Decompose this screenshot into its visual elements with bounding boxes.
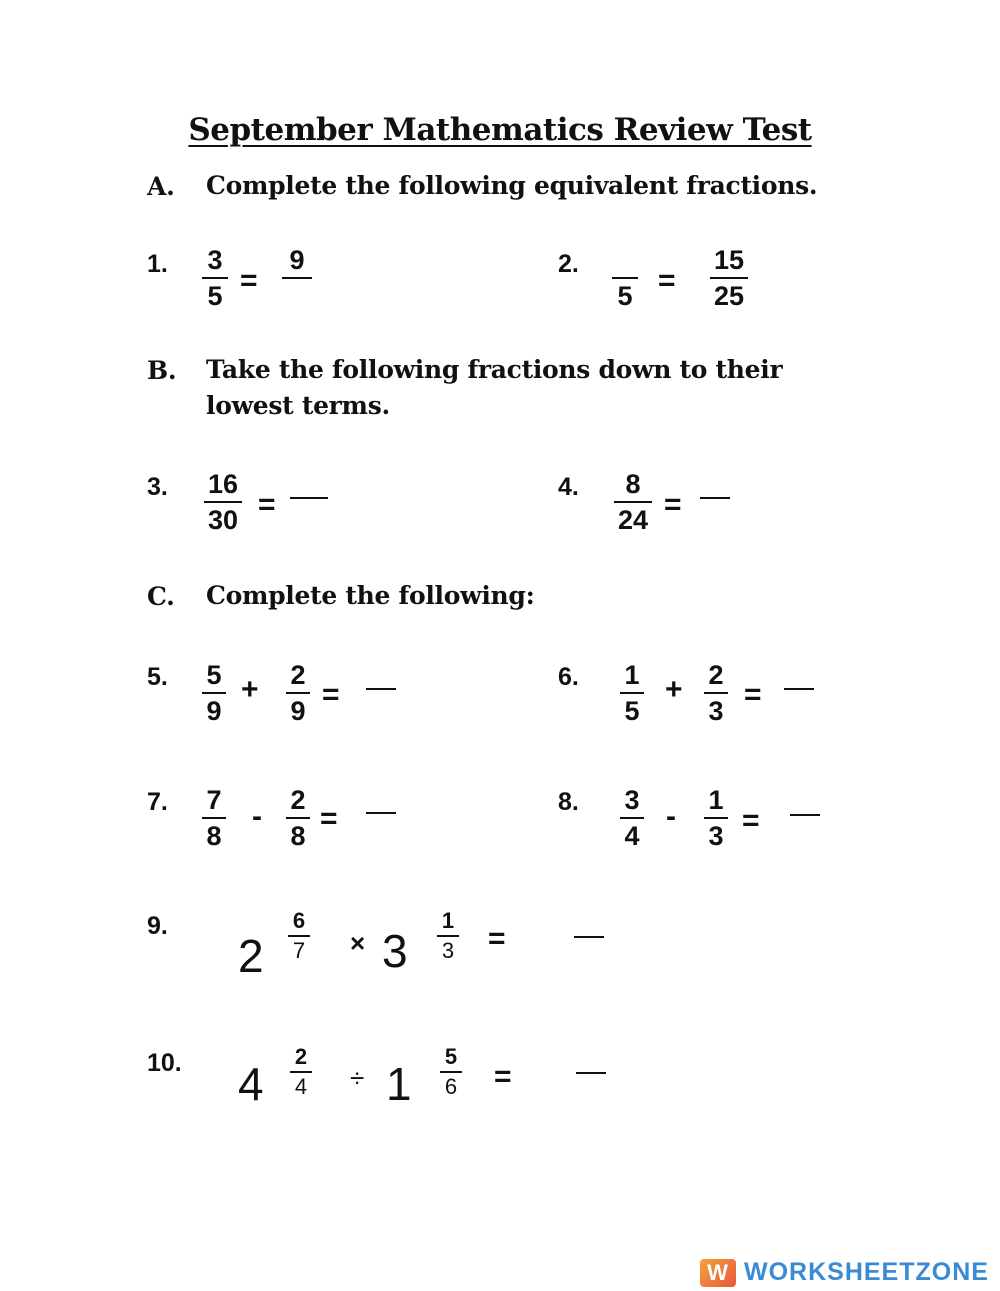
problem-10-equals: =: [494, 1060, 512, 1093]
problem-5-equals: =: [322, 678, 340, 711]
problem-10-fraction-a: 2 4: [290, 1046, 312, 1098]
problem-6-answer-blank[interactable]: [784, 688, 814, 690]
worksheet-title: September Mathematics Review Test: [188, 112, 812, 148]
problem-7-answer-blank[interactable]: [366, 812, 396, 814]
problem-6-equals: =: [744, 678, 762, 711]
problem-5-plus: +: [241, 673, 259, 706]
problem-9-fraction-b: 1 3: [437, 910, 459, 962]
problem-1-equals: =: [240, 264, 258, 297]
problem-6-plus: +: [665, 673, 683, 706]
problem-3-answer-blank[interactable]: [290, 497, 328, 499]
problem-9-fraction-a: 6 7: [288, 910, 310, 962]
section-c-letter: C.: [147, 582, 175, 611]
problem-6-fraction-a: 1 5: [620, 662, 644, 725]
problem-2-fraction-a[interactable]: 5: [612, 247, 638, 310]
section-b-instruction: Take the following fractions down to their lowest terms.: [206, 355, 783, 420]
section-a-letter: A.: [147, 172, 175, 201]
problem-8-answer-blank[interactable]: [790, 814, 820, 816]
problem-8-equals: =: [742, 804, 760, 837]
problem-10-whole-b: 1: [386, 1058, 412, 1110]
problem-7-fraction-b: 2 8: [286, 787, 310, 850]
problem-10-answer-blank[interactable]: [576, 1072, 606, 1074]
problem-2-number: 2.: [558, 250, 579, 278]
problem-5-answer-blank[interactable]: [366, 688, 396, 690]
problem-6-fraction-b: 2 3: [704, 662, 728, 725]
problem-6-number: 6.: [558, 663, 579, 691]
worksheetzone-text: WORKSHEETZONE: [744, 1258, 989, 1286]
problem-8-number: 8.: [558, 788, 579, 816]
problem-8-fraction-a: 3 4: [620, 787, 644, 850]
problem-3-number: 3.: [147, 473, 168, 501]
problem-3-fraction: 16 30: [204, 471, 242, 534]
problem-7-number: 7.: [147, 788, 168, 816]
problem-9-equals: =: [488, 922, 506, 955]
section-c-instruction: Complete the following:: [206, 581, 535, 610]
problem-7-equals: =: [320, 802, 338, 835]
problem-10-whole-a: 4: [238, 1058, 264, 1110]
problem-7-fraction-a: 7 8: [202, 787, 226, 850]
problem-8-minus: -: [666, 800, 676, 833]
worksheetzone-logo-icon: W: [700, 1259, 736, 1287]
section-b-letter: B.: [147, 356, 177, 385]
problem-5-number: 5.: [147, 663, 168, 691]
problem-9-whole-b: 3: [382, 925, 408, 977]
problem-10-number: 10.: [147, 1049, 182, 1077]
problem-9-number: 9.: [147, 912, 168, 940]
section-a-instruction: Complete the following equivalent fractions.: [206, 171, 818, 200]
problem-4-equals: =: [664, 488, 682, 521]
problem-10-divide: ÷: [350, 1063, 365, 1093]
problem-8-fraction-b: 1 3: [704, 787, 728, 850]
problem-2-fraction-b: 15 25: [710, 247, 748, 310]
problem-4-fraction: 8 24: [614, 471, 652, 534]
problem-4-number: 4.: [558, 473, 579, 501]
problem-1-number: 1.: [147, 250, 168, 278]
problem-9-times: ×: [350, 928, 366, 958]
problem-3-equals: =: [258, 488, 276, 521]
problem-7-minus: -: [252, 800, 262, 833]
problem-2-equals: =: [658, 264, 676, 297]
problem-9-whole-a: 2: [238, 930, 264, 982]
problem-1-fraction-b[interactable]: 9: [282, 247, 312, 283]
problem-5-fraction-b: 2 9: [286, 662, 310, 725]
problem-5-fraction-a: 5 9: [202, 662, 226, 725]
problem-1-fraction-a: 3 5: [202, 247, 228, 310]
problem-10-fraction-b: 5 6: [440, 1046, 462, 1098]
problem-9-answer-blank[interactable]: [574, 936, 604, 938]
worksheetzone-watermark[interactable]: [700, 1258, 989, 1287]
problem-4-answer-blank[interactable]: [700, 497, 730, 499]
